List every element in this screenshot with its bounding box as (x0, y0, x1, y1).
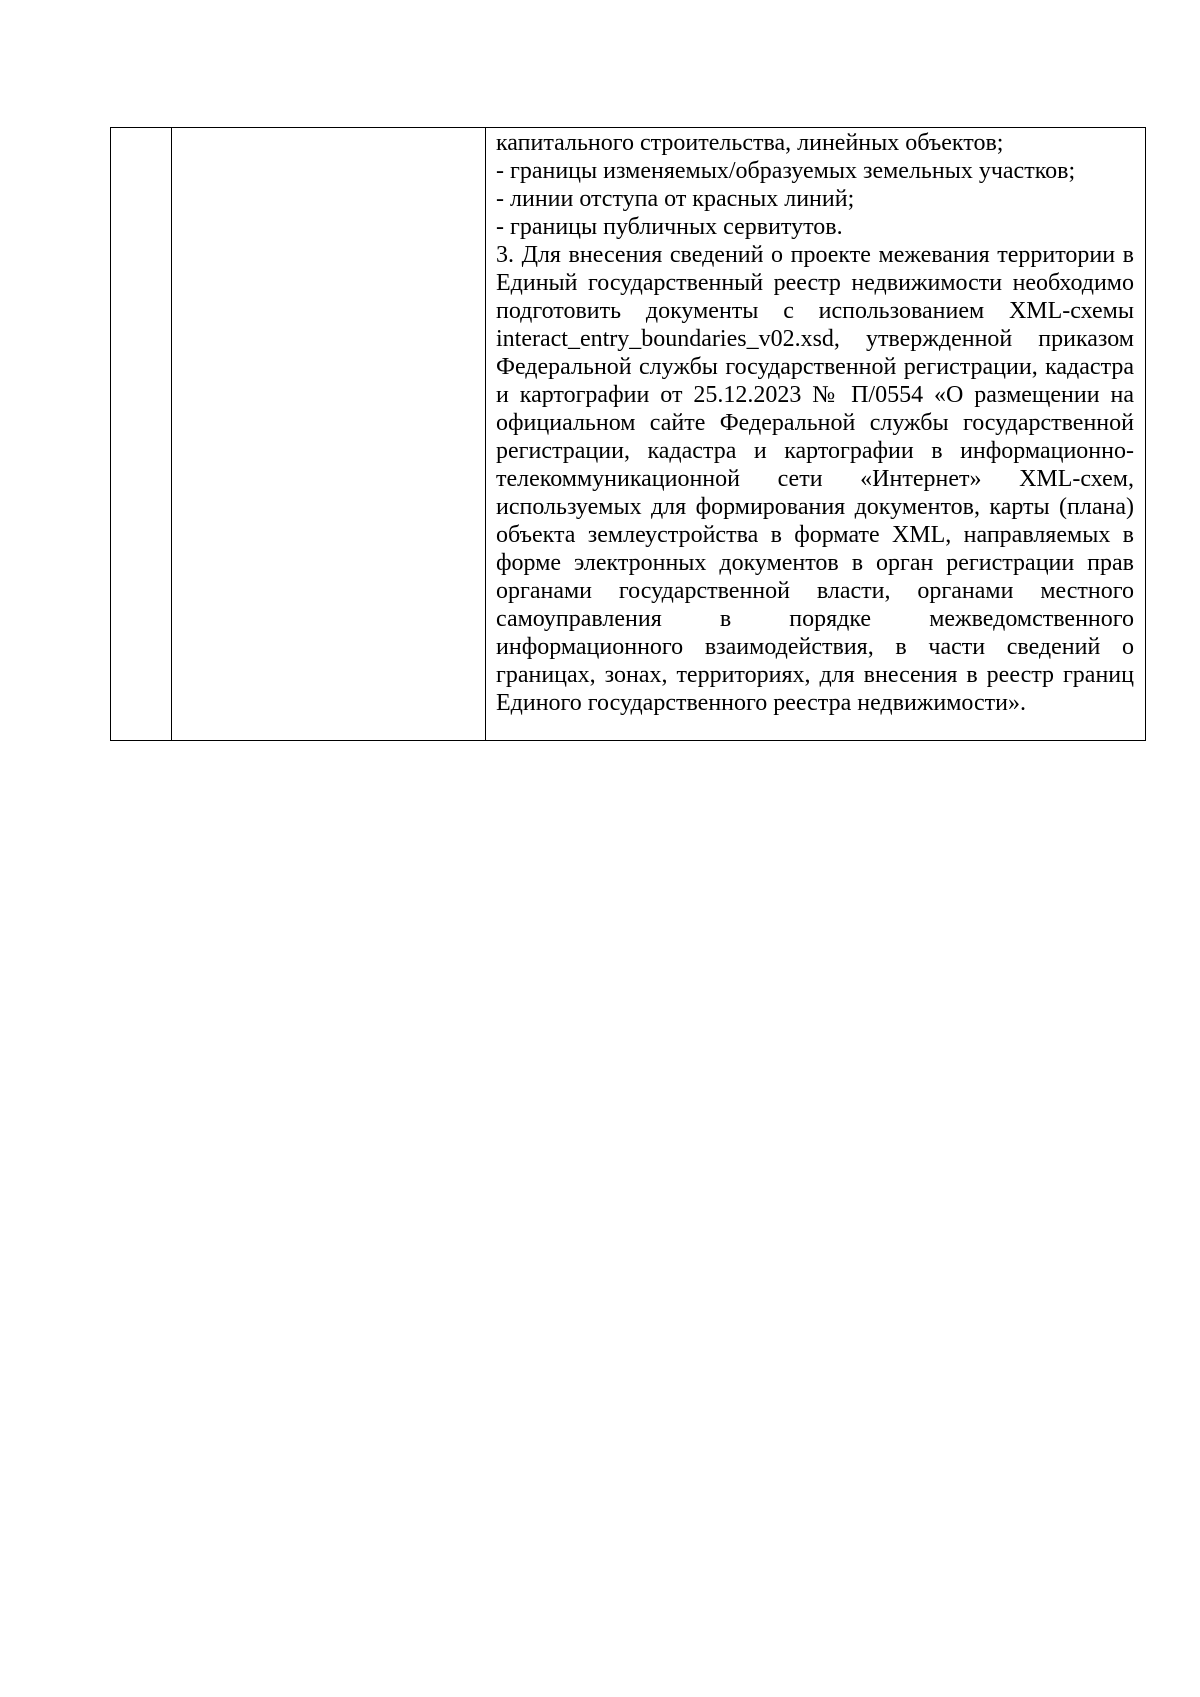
table-row (111, 128, 1146, 741)
text-cell (486, 128, 1146, 741)
text-cell-content (486, 128, 1145, 717)
document-table (110, 127, 1146, 741)
paragraph-public-easements: - границы публичных сервитутов. (496, 214, 843, 240)
paragraph-land-plot-boundaries: - границы изменяемых/образуемых земельных участков; (496, 158, 1076, 184)
paragraph-setback-lines: - линии отступа от красных линий; (496, 186, 855, 212)
number-cell (111, 128, 172, 741)
paragraph-item-3-registry: 3. Для внесения сведений о проекте межевания территории в Единый государственный реестр недвижимости необходимо подготовить документы с использованием XML-схемы interact_entry_boundaries_v02.xsd, утвержденной приказом Федеральной службы государственной регистрации, кадастра и картографии от 25.12.2023 № П/0554 «О размещении на официальном сайте Федеральной службы государственной регистрации, кадастра и картографии в информационно-телекоммуникационной сети «Интернет» XML-схем, используемых для формирования документов, карты (плана) объекта землеустройства в формате XML, направляемых в форме электронных документов в орган регистрации прав органами государственной власти, органами местного самоуправления в порядке межведомственного информационного взаимодействия, в части сведений о границах, зонах, территориях, для внесения в реестр границ Единого государственного реестра недвижимости». (496, 242, 1134, 716)
paragraph-capital-construction: капитального строительства, линейных объектов; (496, 130, 1004, 156)
name-cell (172, 128, 486, 741)
